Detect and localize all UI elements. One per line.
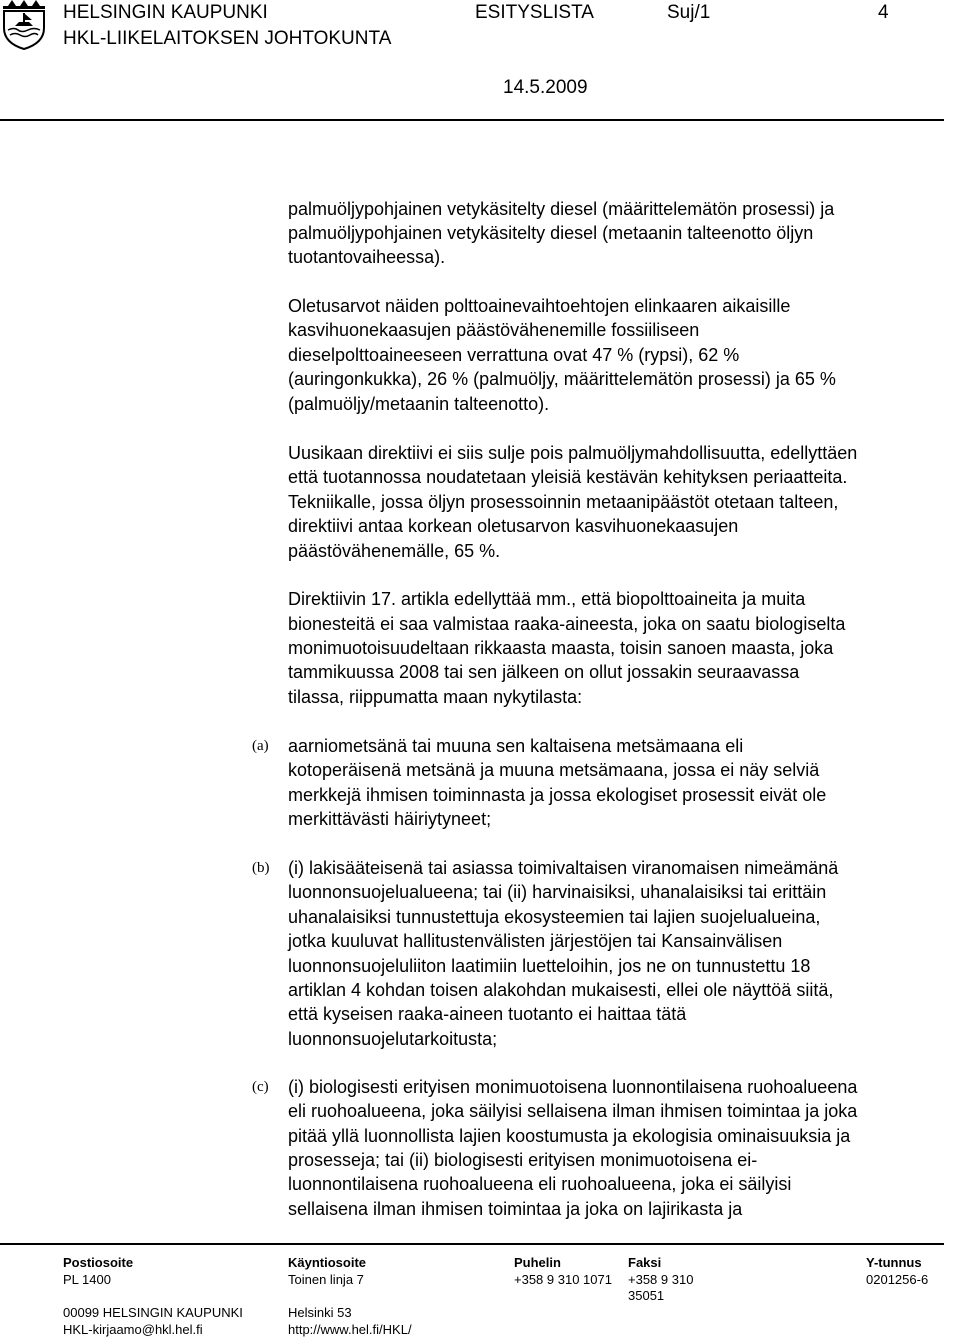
- text-line: palmuöljypohjainen vetykäsitelty diesel (metaanin talteenotto öljyn: [288, 223, 814, 243]
- email-link[interactable]: HKL-kirjaamo@hkl.hel.fi: [63, 1322, 203, 1337]
- page-number: 4: [878, 2, 889, 23]
- text-line: luonnonsuojelutarkoitusta;: [288, 1029, 498, 1049]
- text-line: prosesseja; tai (ii) biologisesti erityisen monimuotoisena ei-: [288, 1150, 758, 1170]
- text-line: luonnontilaisena ruohoalueena eli ruohoalueena, joka ei säilyisi: [288, 1174, 792, 1194]
- footer-divider: [0, 1243, 944, 1245]
- header-divider: [0, 119, 944, 121]
- text-line: Uusikaan direktiivi ei siis sulje pois palmuöljymahdollisuutta, edellyttäen: [288, 443, 858, 463]
- text-line: (i) biologisesti erityisen monimuotoisena luonnontilaisena ruohoalueena: [288, 1077, 858, 1097]
- fax-number: +358 9 310: [628, 1272, 694, 1287]
- text-line: Tekniikalle, jossa öljyn prosessoinnin metaanipäästöt otetaan talteen,: [288, 492, 839, 512]
- website-link[interactable]: http://www.hel.fi/HKL/: [288, 1322, 412, 1337]
- text-line: että kyseisen raaka-aineen tuotanto ei haittaa tätä: [288, 1004, 687, 1024]
- text-line: uhanalaisiksi tunnustettuja ekosysteemien tai lajien suojelualueina,: [288, 907, 821, 927]
- text-line: sellaisena ilman ihmisen toimintaa ja joka on lajirikasta ja: [288, 1199, 743, 1219]
- text-line: dieselpolttoaineeseen verrattuna ovat 47 % (rypsi), 62 %: [288, 345, 740, 365]
- postal-address-heading: Postiosoite: [63, 1255, 134, 1270]
- text-line: palmuöljypohjainen vetykäsitelty diesel (määrittelemätön prosessi) ja: [288, 199, 835, 219]
- street-address: Toinen linja 7: [288, 1272, 364, 1287]
- meeting-date: 14.5.2009: [503, 77, 588, 98]
- list-marker: (a): [252, 738, 269, 754]
- postal-code-city: 00099 HELSINGIN KAUPUNKI: [63, 1305, 243, 1320]
- postal-box: PL 1400: [63, 1272, 111, 1287]
- text-line: merkittävästi häiriytyneet;: [288, 809, 492, 829]
- text-line: päästövähenemälle, 65 %.: [288, 541, 501, 561]
- document-type: ESITYSLISTA: [475, 2, 594, 23]
- text-line: tilassa, riippumatta maan nykytilasta:: [288, 687, 583, 707]
- list-marker: (c): [252, 1079, 269, 1095]
- text-line: (auringonkukka), 26 % (palmuöljy, määrittelemätön prosessi) ja 65 %: [288, 369, 836, 389]
- text-line: merkkejä ihmisen toiminnasta ja jossa ekologiset prosessit eivät ole: [288, 785, 827, 805]
- text-line: bionesteitä ei saa valmistaa raaka-aineesta, joka on saatu biologiselta: [288, 614, 846, 634]
- section-code: Suj/1: [667, 2, 711, 23]
- visiting-address-heading: Käyntiosoite: [288, 1255, 367, 1270]
- text-line: tuotantovaiheessa).: [288, 247, 446, 267]
- fax-number-cont: 35051: [628, 1288, 665, 1303]
- visiting-city: Helsinki 53: [288, 1305, 352, 1320]
- text-line: aarniometsänä tai muuna sen kaltaisena metsämaana eli: [288, 736, 744, 756]
- board-name: HKL-LIIKELAITOKSEN JOHTOKUNTA: [63, 28, 392, 49]
- text-line: luonnonsuojeluliiton laatimiin luetteloihin, jos ne on tunnustettu 18: [288, 956, 811, 976]
- text-line: direktiivi antaa korkean oletusarvon kasvihuonekaasujen: [288, 516, 739, 536]
- text-line: Oletusarvot näiden polttoainevaihtoehtojen elinkaaren aikaisille: [288, 296, 791, 316]
- text-line: kotoperäisenä metsänä ja muuna metsämaana, jossa ei näy selviä: [288, 760, 820, 780]
- list-marker: (b): [252, 860, 270, 876]
- text-line: jotka kuuluvat hallitustenvälisten järjestöjen tai Kansainvälisen: [288, 931, 783, 951]
- phone-heading: Puhelin: [514, 1255, 561, 1270]
- text-line: monimuotoisuudeltaan rikkaasta maasta, toisin sanoen maasta, joka: [288, 638, 834, 658]
- business-id-heading: Y-tunnus: [866, 1255, 922, 1270]
- text-line: Direktiivin 17. artikla edellyttää mm., että biopolttoaineita ja muita: [288, 589, 806, 609]
- text-line: luonnonsuojelualueena; tai (ii) harvinaisiksi, uhanalaisiksi tai erittäin: [288, 882, 827, 902]
- text-line: että tuotannossa noudatetaan yleisiä kestävän kehityksen periaatteita.: [288, 467, 848, 487]
- city-name: HELSINGIN KAUPUNKI: [63, 2, 268, 23]
- text-line: eli ruohoalueena, joka säilyisi sellaisena ilman ihmisen toimintaa ja joka: [288, 1101, 858, 1121]
- phone-number: +358 9 310 1071: [514, 1272, 612, 1287]
- helsinki-coat-of-arms-icon: [2, 0, 46, 50]
- business-id: 0201256-6: [866, 1272, 929, 1287]
- text-line: (palmuöljy/metaanin talteenotto).: [288, 394, 550, 414]
- fax-heading: Faksi: [628, 1255, 662, 1270]
- text-line: kasvihuonekaasujen päästövähenemille fossiiliseen: [288, 320, 700, 340]
- text-line: artiklan 4 kohdan toisen alakohdan mukaisesti, ellei ole näyttöä siitä,: [288, 980, 834, 1000]
- text-line: pitää yllä luonnollista lajien koostumusta ja ekologisia ominaisuuksia ja: [288, 1126, 851, 1146]
- text-line: tammikuussa 2008 tai sen jälkeen on ollut jossakin seuraavassa: [288, 662, 800, 682]
- text-line: (i) lakisääteisenä tai asiassa toimivaltaisen viranomaisen nimeämänä: [288, 858, 839, 878]
